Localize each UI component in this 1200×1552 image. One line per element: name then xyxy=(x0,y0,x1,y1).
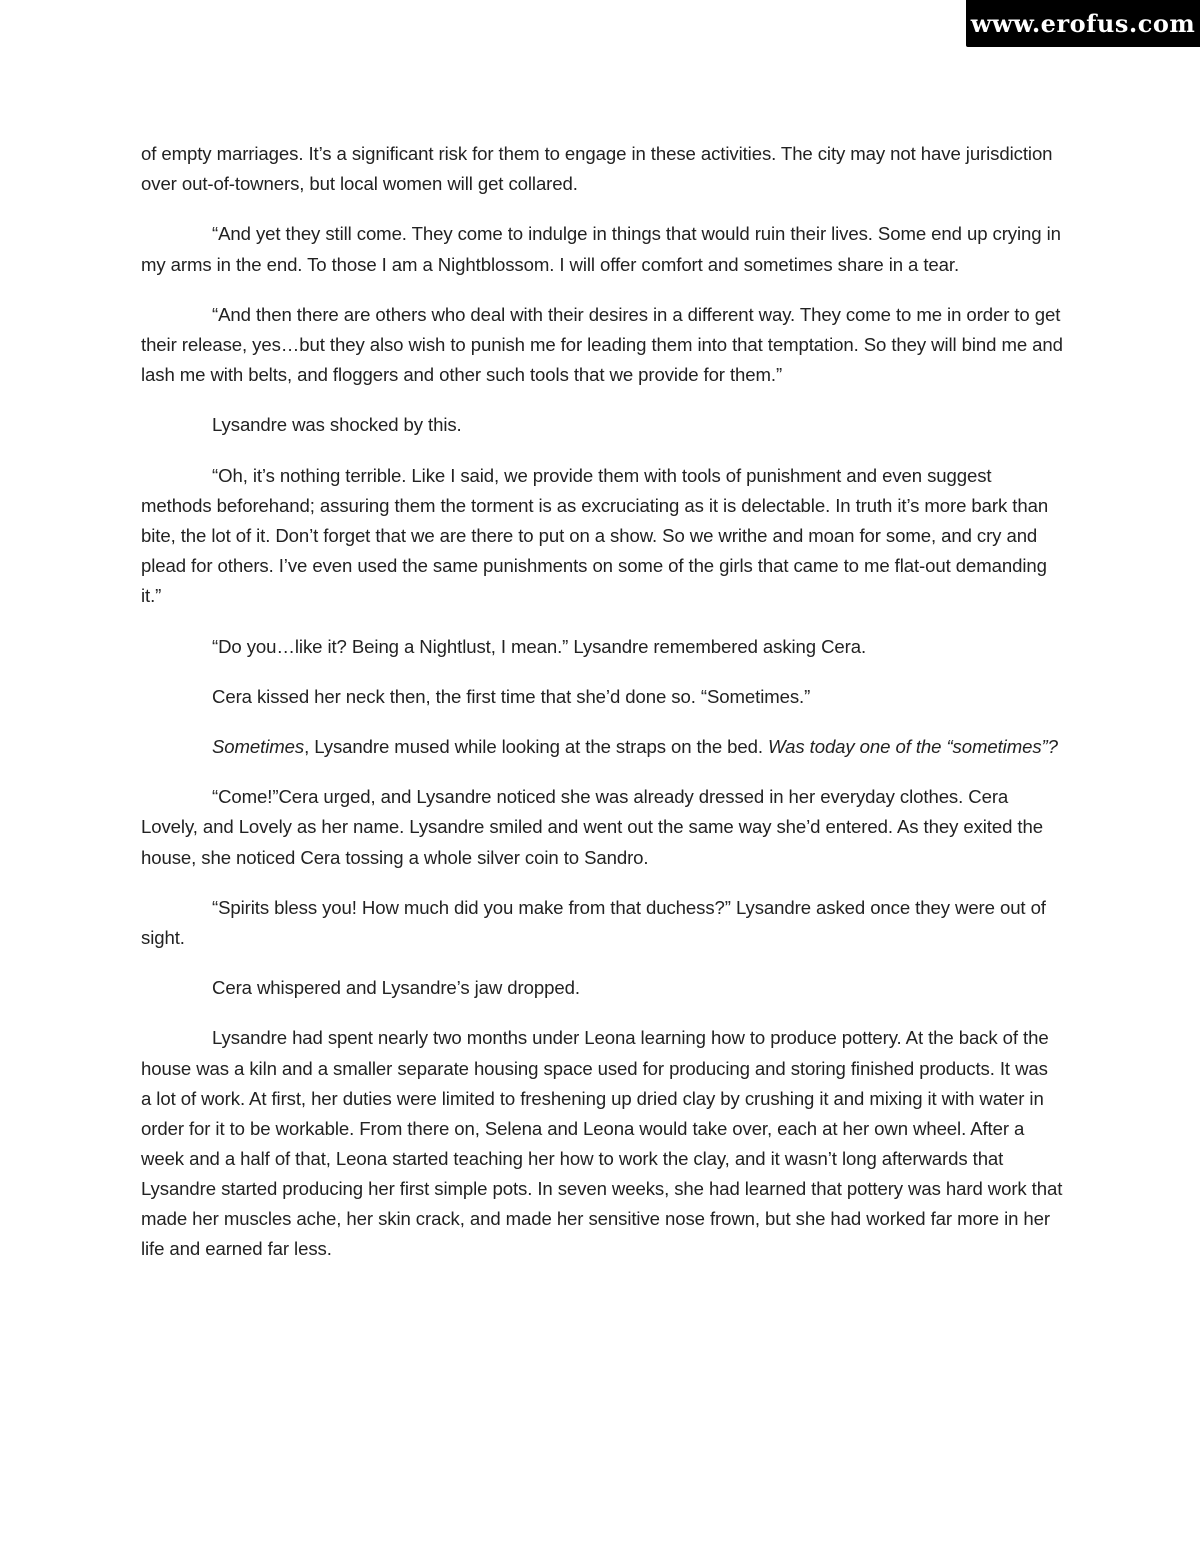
watermark-text: www.erofus.com xyxy=(970,9,1196,38)
paragraph-9: “Come!”Cera urged, and Lysandre noticed she was already dressed in her everyday clothes. Cera Lovely, and Lovely as her name. Lysandre smiled and went out the same way she’d entered. As they exited the house, she noticed Cera tossing a whole silver coin to Sandro. xyxy=(141,786,1043,868)
watermark-banner xyxy=(966,0,1200,47)
paragraph-3: “And then there are others who deal with their desires in a different way. They come to me in order to get their release, yes…but they also wish to punish me for leading them into that temptation. So they will bind me and lash me with belts, and floggers and other such tools that we provide for them.” xyxy=(141,303,1063,386)
paragraph-8 xyxy=(141,732,1063,762)
paragraph-6: “Do you…like it? Being a Nightlust, I mean.” Lysandre remembered asking Cera. xyxy=(212,635,867,657)
paragraph-2: “And yet they still come. They come to indulge in things that would ruin their lives. Some end up crying in my arms in the end. To those I am a Nightblossom. I will offer comfort and sometimes share in a tear. xyxy=(141,223,1061,275)
paragraph-8-middle: , Lysandre mused while looking at the straps on the bed. xyxy=(304,736,769,758)
paragraph-5: “Oh, it’s nothing terrible. Like I said, we provide them with tools of punishment and even suggest methods beforehand; assuring them the torment is as excruciating as it is delectable. In truth it’s more bark than bite, the lot of it. Don’t forget that we are there to put on a show. So we writhe and moan for some, and cry and plead for others. I’ve even used the same punishments on some of the girls that came to me flat-out demanding it.” xyxy=(141,464,1049,607)
italic-question: Was today one of the “sometimes”? xyxy=(768,736,1058,758)
paragraph-7: Cera kissed her neck then, the first time that she’d done so. “Sometimes.” xyxy=(212,685,811,707)
paragraph-4: Lysandre was shocked by this. xyxy=(212,414,462,436)
document-page xyxy=(141,139,1063,1284)
italic-sometimes: Sometimes xyxy=(212,736,305,758)
paragraph-12: Lysandre had spent nearly two months under Leona learning how to produce pottery. At the back of the house was a kiln and a smaller separate housing space used for producing and storing finished products. It was a lot of work. At first, her duties were limited to freshening up dried clay by crushing it and mixing it with water in order for it to be workable. From there on, Selena and Leona would take over, each at her own wheel. After a week and a half of that, Leona started teaching her how to work the clay, and it wasn’t long afterwards that Lysandre started producing her first simple pots. In seven weeks, she had learned that pottery was hard work that made her muscles ache, her skin crack, and made her sensitive nose frown, but she had worked far more in her life and earned far less. xyxy=(141,1027,1063,1260)
paragraph-10: “Spirits bless you! How much did you make from that duchess?” Lysandre asked once they were out of sight. xyxy=(141,896,1046,949)
paragraph-11: Cera whispered and Lysandre’s jaw dropped. xyxy=(212,977,580,999)
paragraph-1: of empty marriages. It’s a significant risk for them to engage in these activities. The city may not have jurisdiction over out-of-towners, but local women will get collared. xyxy=(141,143,1053,195)
